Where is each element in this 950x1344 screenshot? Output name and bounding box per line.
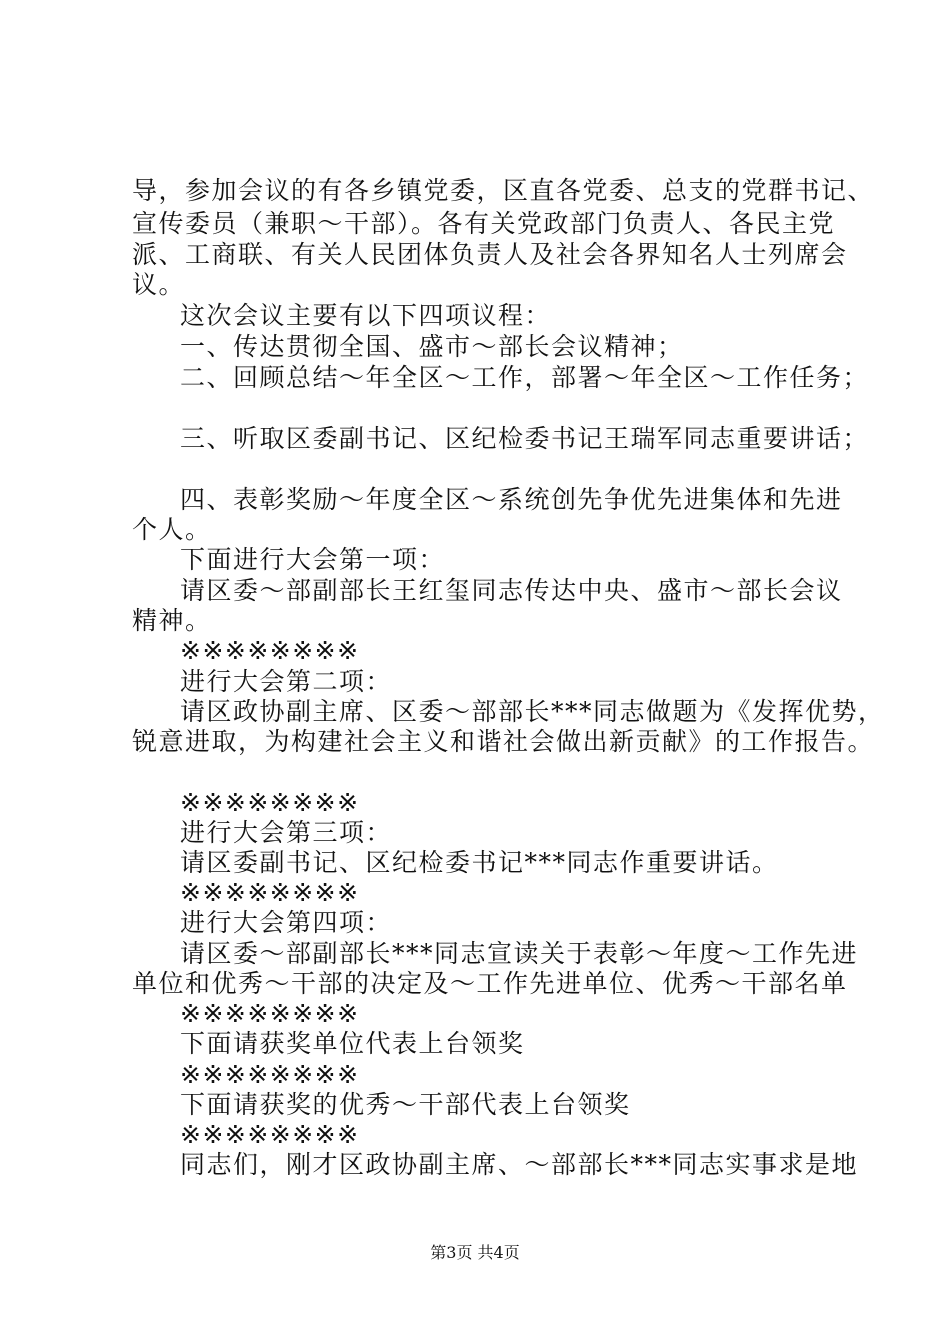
separator-marks: ※※※※※※※※ [180,788,360,817]
separator-marks: ※※※※※※※※ [180,636,360,665]
paragraph-line: 下面请获奖单位代表上台领奖 [180,1029,525,1058]
section-heading: 下面进行大会第一项： [180,545,446,574]
section-heading: 进行大会第四项： [180,908,393,937]
paragraph-line: 派、工商联、有关人民团体负责人及社会各界知名人士列席会 [132,240,848,269]
paragraph-line: 请区委～部副部长王红玺同志传达中央、盛市～部长会议 [180,576,843,605]
separator-marks: ※※※※※※※※ [180,1120,360,1149]
separator-marks: ※※※※※※※※ [180,1060,360,1089]
paragraph-line: 个人。 [132,515,212,544]
agenda-item-4: 四、表彰奖励～年度全区～系统创先争优先进集体和先进 [180,485,843,514]
paragraph-line: 请区政协副主席、区委～部部长***同志做题为《发挥优势， [180,697,885,726]
paragraph-line: 精神。 [132,606,212,635]
agenda-item-3: 三、听取区委副书记、区纪检委书记王瑞军同志重要讲话； [180,424,870,453]
separator-marks: ※※※※※※※※ [180,878,360,907]
section-heading: 进行大会第二项： [180,667,393,696]
agenda-item-1: 一、传达贯彻全国、盛市～部长会议精神； [180,332,684,361]
agenda-intro: 这次会议主要有以下四项议程： [180,301,552,330]
section-heading: 进行大会第三项： [180,818,393,847]
paragraph-line: 请区委副书记、区纪检委书记***同志作重要讲话。 [180,848,779,877]
paragraph-line: 请区委～部副部长***同志宣读关于表彰～年度～工作先进 [180,939,859,968]
paragraph-line: 下面请获奖的优秀～干部代表上台领奖 [180,1090,631,1119]
paragraph-line: 锐意进取，为构建社会主义和谐社会做出新贡献》的工作报告。 [132,727,875,756]
paragraph-line: 议。 [132,270,186,299]
agenda-item-2: 二、回顾总结～年全区～工作，部署～年全区～工作任务； [180,363,870,392]
paragraph-line: 单位和优秀～干部的决定及～工作先进单位、优秀～干部名单 [132,969,848,998]
page-footer: 第3页 共4页 [430,1243,520,1262]
separator-marks: ※※※※※※※※ [180,999,360,1028]
paragraph-line: 宣传委员（兼职～干部）。各有关党政部门负责人、各民主党 [132,209,836,238]
paragraph-line: 同志们，刚才区政协副主席、～部部长***同志实事求是地 [180,1150,859,1179]
paragraph-line: 导，参加会议的有各乡镇党委，区直各党委、总支的党群书记、 [132,176,875,205]
